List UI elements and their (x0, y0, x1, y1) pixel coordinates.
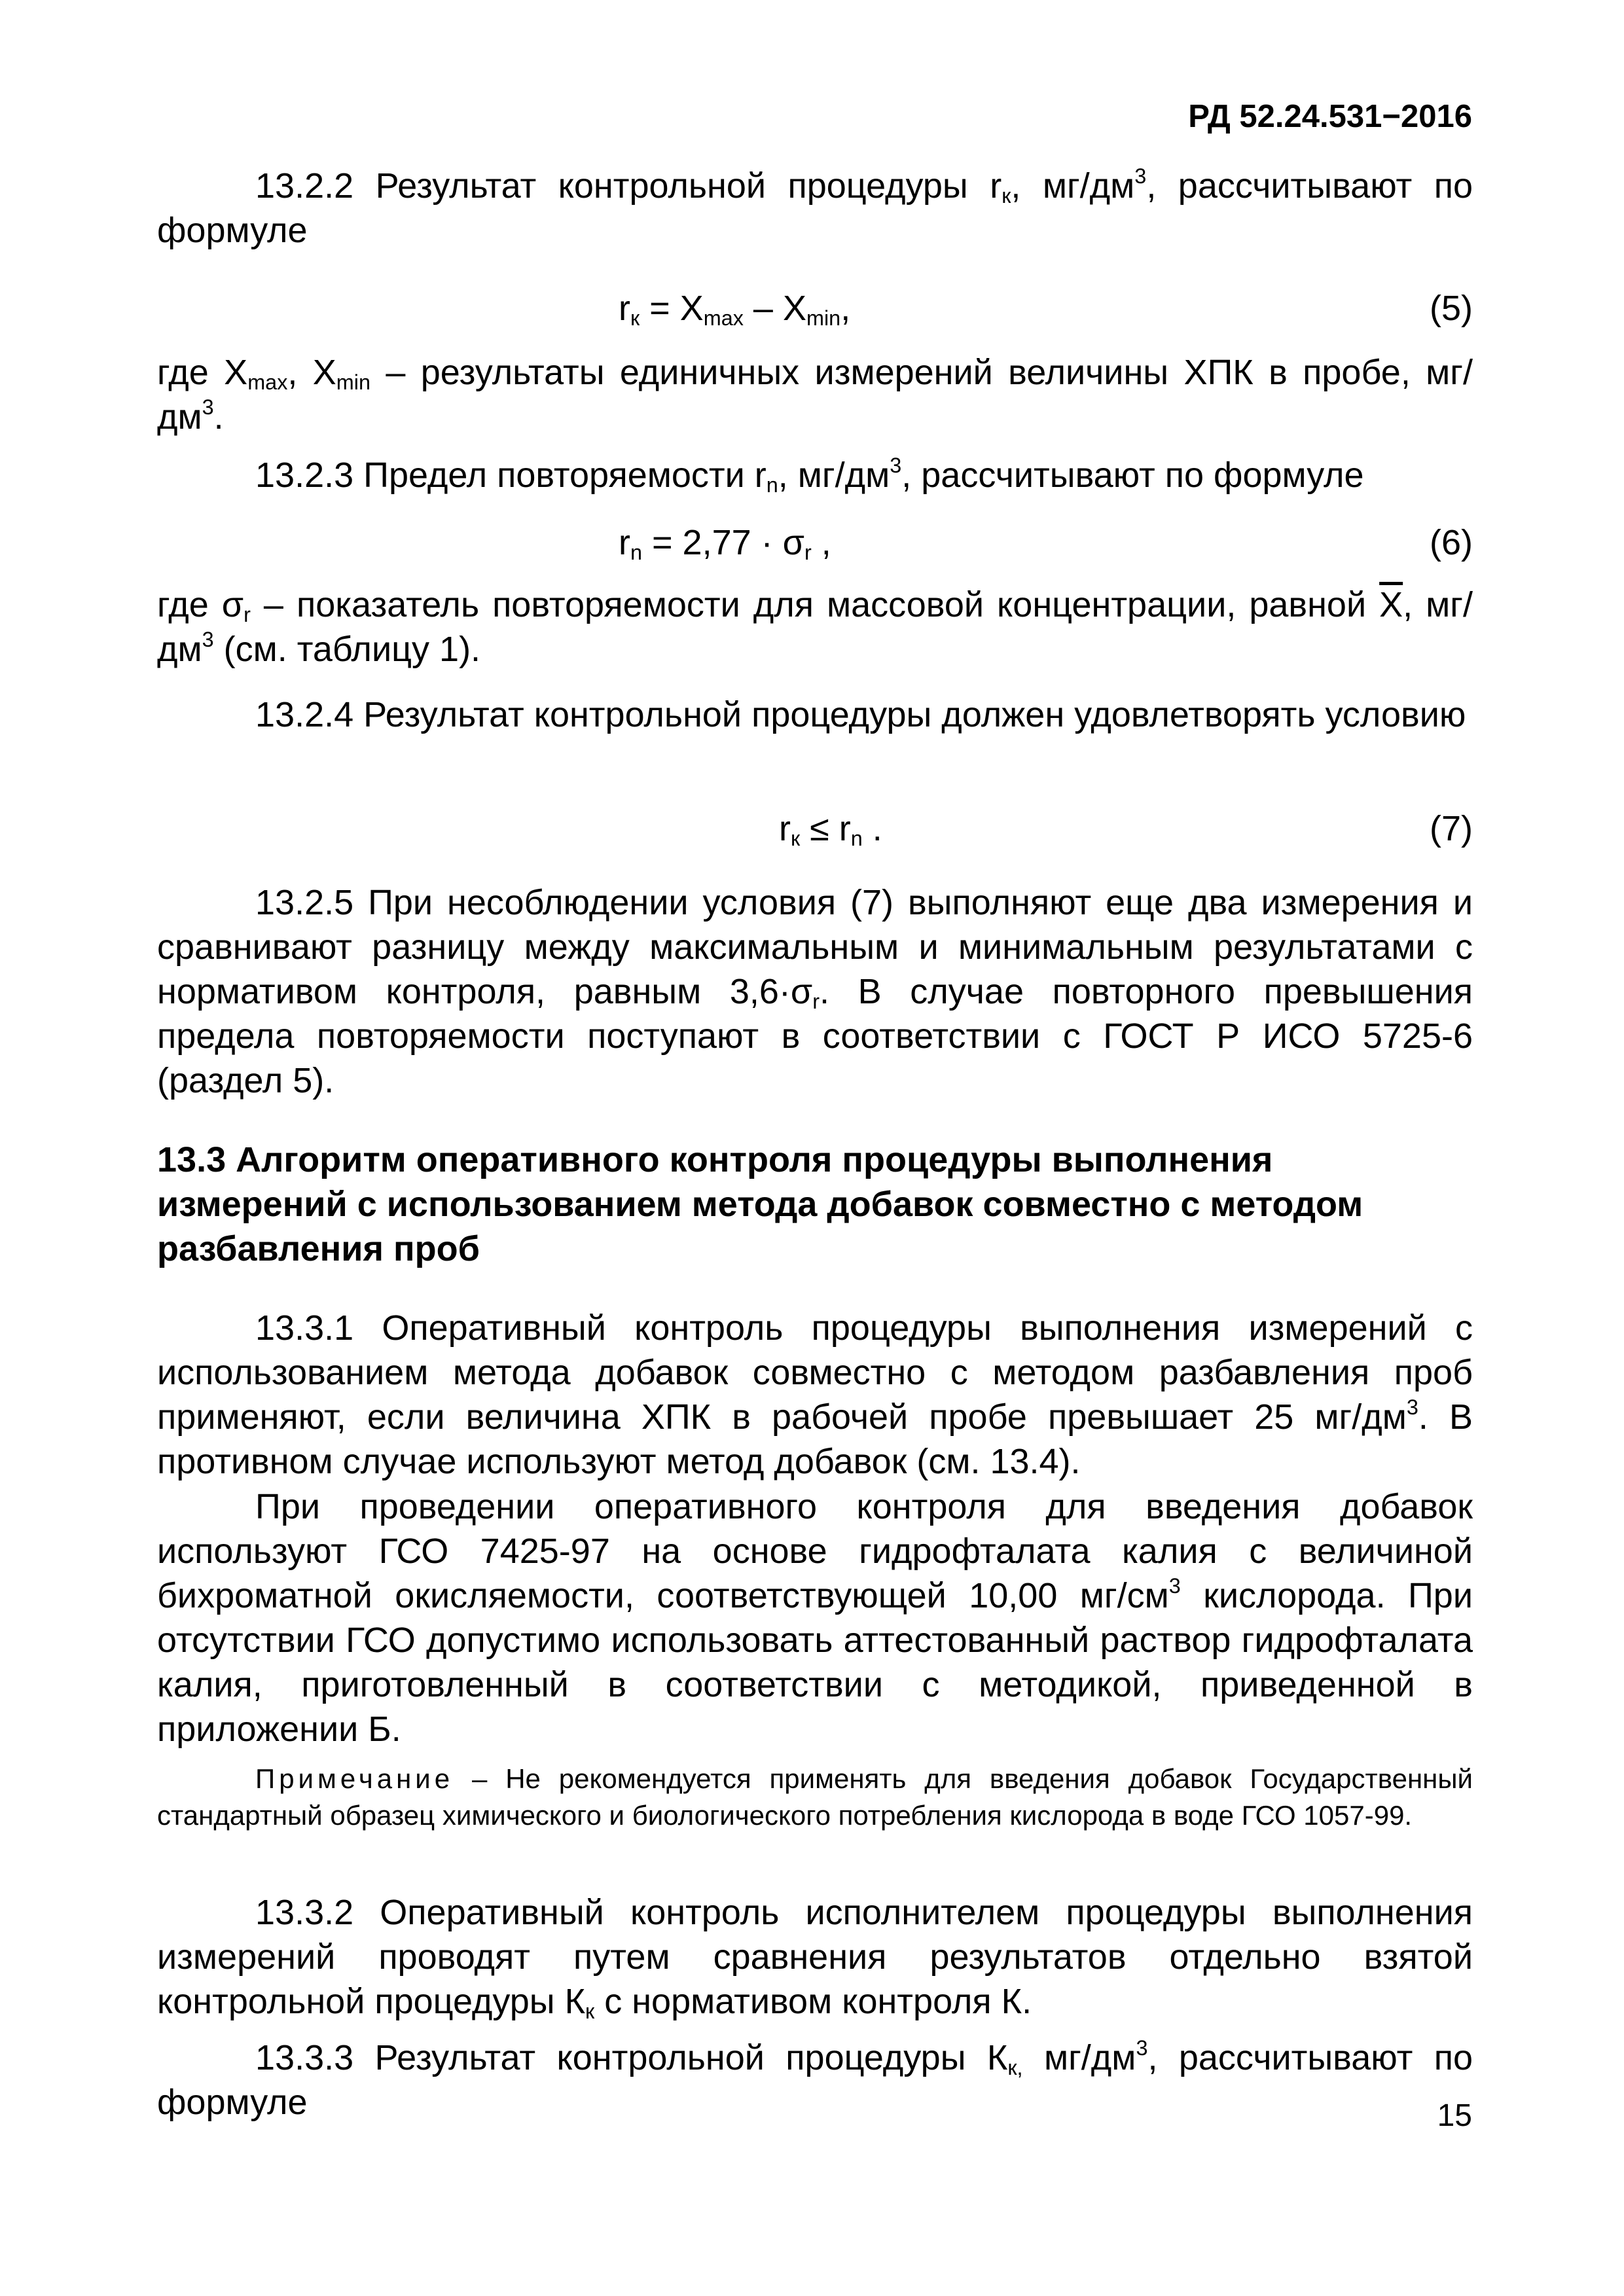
note-text: – Не рекомендуется применять для введения добавок Государственный стандартный образец химического и биологического потребления кислорода в воде ГСО 1057-99. (157, 1763, 1473, 1831)
formula-5-number: (5) (1430, 289, 1473, 328)
formula-7-expression: $r_к \le r_n$ . (779, 809, 882, 850)
formula-5 (157, 288, 1473, 334)
formula-6-expression: $r_n = 2,77 \cdot \sigma_r$ , (619, 523, 831, 564)
paragraph-13-3-2: 13.3.2 Оперативный контроль исполнителем процедуры выполнения измерений проводят путем сравнения результатов отдельно взятой контрольной процедуры $К_к$ с нормативом контроля К. (157, 1893, 1473, 2023)
paragraph-13-3-3: 13.3.3 Результат контрольной процедуры $К_{к,}$ $мг/дм^3$, рассчитывают по формуле (157, 2036, 1473, 2122)
formula-7-number: (7) (1430, 809, 1473, 848)
note-label: Примечание (255, 1763, 454, 1794)
paragraph-13-2-3: 13.2.3 Предел повторяемости $r_n$, $мг/дм^3$, рассчитывают по формуле (255, 454, 1364, 497)
note (157, 1761, 1473, 1834)
paragraph-13-2-5: 13.2.5 При несоблюдении условия (7) выполняют еще два измерения и сравнивают разницу между максимальным и минимальным результатами с нормативом контроля, равным $3,6\cdot\sigma_r$. В случае повторного превышения предела повторяемости поступают в соответствии с ГОСТ Р ИСО 5725-6 (раздел 5). (157, 883, 1473, 1100)
document-code: РД 52.24.531−2016 (1188, 99, 1472, 134)
paragraph-where-xmax: где $X_{max}$, $X_{min}$ – результаты единичных измерений величины ХПК в пробе, $мг/дм^3$. (157, 353, 1473, 437)
paragraph-13-3-1: 13.3.1 Оперативный контроль процедуры выполнения измерений с использованием метода добавок совместно с методом разбавления проб применяют, если величина ХПК в рабочей пробе превышает 25 $мг/дм^3$. В противном случае используют метод добавок (см. 13.4). (157, 1308, 1473, 1481)
paragraph-gso: При проведении оперативного контроля для введения добавок используют ГСО 7425-97 на основе гидрофталата калия с величиной бихроматной окисляемости, соответствующей 10,00 $мг/см^3$ кислорода. При отсутствии ГСО допустимо использовать аттестованный раствор гидрофталата калия, приготовленный в соответствии с методикой, приведенной в приложении Б. (157, 1487, 1473, 1749)
paragraph-13-2-4: 13.2.4 Результат контрольной процедуры должен удовлетворять условию (255, 695, 1466, 734)
page-number: 15 (1437, 2098, 1472, 2133)
formula-6-number: (6) (1430, 523, 1473, 562)
formula-5-expression: $r_к = X_{max} - X_{min}$, (619, 289, 851, 330)
paragraph-13-2-2: 13.2.2 Результат контрольной процедуры $r_к$, $мг/дм^3$, рассчитывают по формуле (157, 164, 1473, 250)
formula-7 (157, 808, 1473, 854)
section-heading-13-3: 13.3 Алгоритм оперативного контроля процедуры выполнения измерений с использованием метода добавок совместно с методом разбавления проб (157, 1140, 1363, 1268)
paragraph-where-sigma: где $\sigma_r$ – показатель повторяемости для массовой концентрации, равной $\overline{X}$, $мг/дм^3$ (см. таблицу 1). (157, 585, 1473, 669)
formula-6 (157, 522, 1473, 568)
